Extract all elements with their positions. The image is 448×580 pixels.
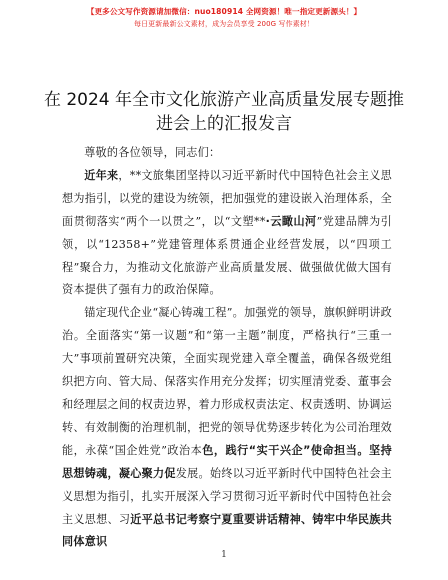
paragraph-1	[62, 165, 392, 302]
salutation: 尊敬的各位领导，同志们：	[84, 146, 221, 159]
paragraph-2	[62, 302, 392, 554]
paragraph-1-text-1: ，**文旅集团坚持以习近平新时代中国特色社会主义思想为指引，以党的建设为统领，把加强党的建设嵌入治理体系，全面贯彻落实“两个一以贯之”，以“文塑**	[62, 168, 392, 228]
document-title: 在 2024 年全市文化旅游产业高质量发展专题推进会上的汇报发言	[43, 90, 405, 134]
paragraph-2-strong-1: 色，践行“实干兴企”使命担当。坚持思想铸魂，凝心聚力促	[62, 443, 392, 480]
promo-banner-line2: 每日更新最新公文素材，成为会员享受 200G 写作素材！	[133, 20, 315, 28]
promo-banner	[0, 6, 448, 30]
document-body	[62, 142, 392, 554]
page-number: 1	[221, 550, 227, 560]
promo-banner-line1: 【更多公文写作资源请加微信：nuo180914 全网资源！唯一指定更新源头！】	[86, 7, 362, 16]
paragraph-1-lead: 近年来	[84, 168, 119, 182]
paragraph-2-strong-2: 近平总书记考察宁夏重要讲话精神、铸牢中华民族共同体意识	[62, 512, 392, 549]
paragraph-2-text-1: 锚定现代企业“凝心铸魂工程”。加强党的领导，旗帜鲜明讲政治。全面落实“第一议题”和“第一主题”制度，严格执行“三重一大”事项前置研究决策，全面实现党建入章全覆盖，确保各级党组织把方向、管大局、保落实作用充分发挥；切实厘清党委、董事会和经理层之间的权责边界，着力形成权责法定、权责透明、协调运转、有效制衡的治理机制，把党的领导优势逐步转化为公司治理效能，永葆“国企姓党”政治本	[62, 306, 392, 457]
paragraph-2-text-2: 发展。始终以习近平新时代中国特色社会主义思想为指引，扎实开展深入学习贯彻习近平新时代中国特色社会主义思想、习	[62, 466, 392, 526]
paragraph-1-text-2: ”党建品牌为引领，以“12358+”党建管理体系贯通企业经营发展，以“四项工程”聚合力，为推动文化旅游产业高质量发展、做强做优做大国有资本提供了强有力的政治保障。	[62, 214, 392, 297]
paragraph-1-strong-1: ·云瞰山河	[265, 214, 317, 228]
